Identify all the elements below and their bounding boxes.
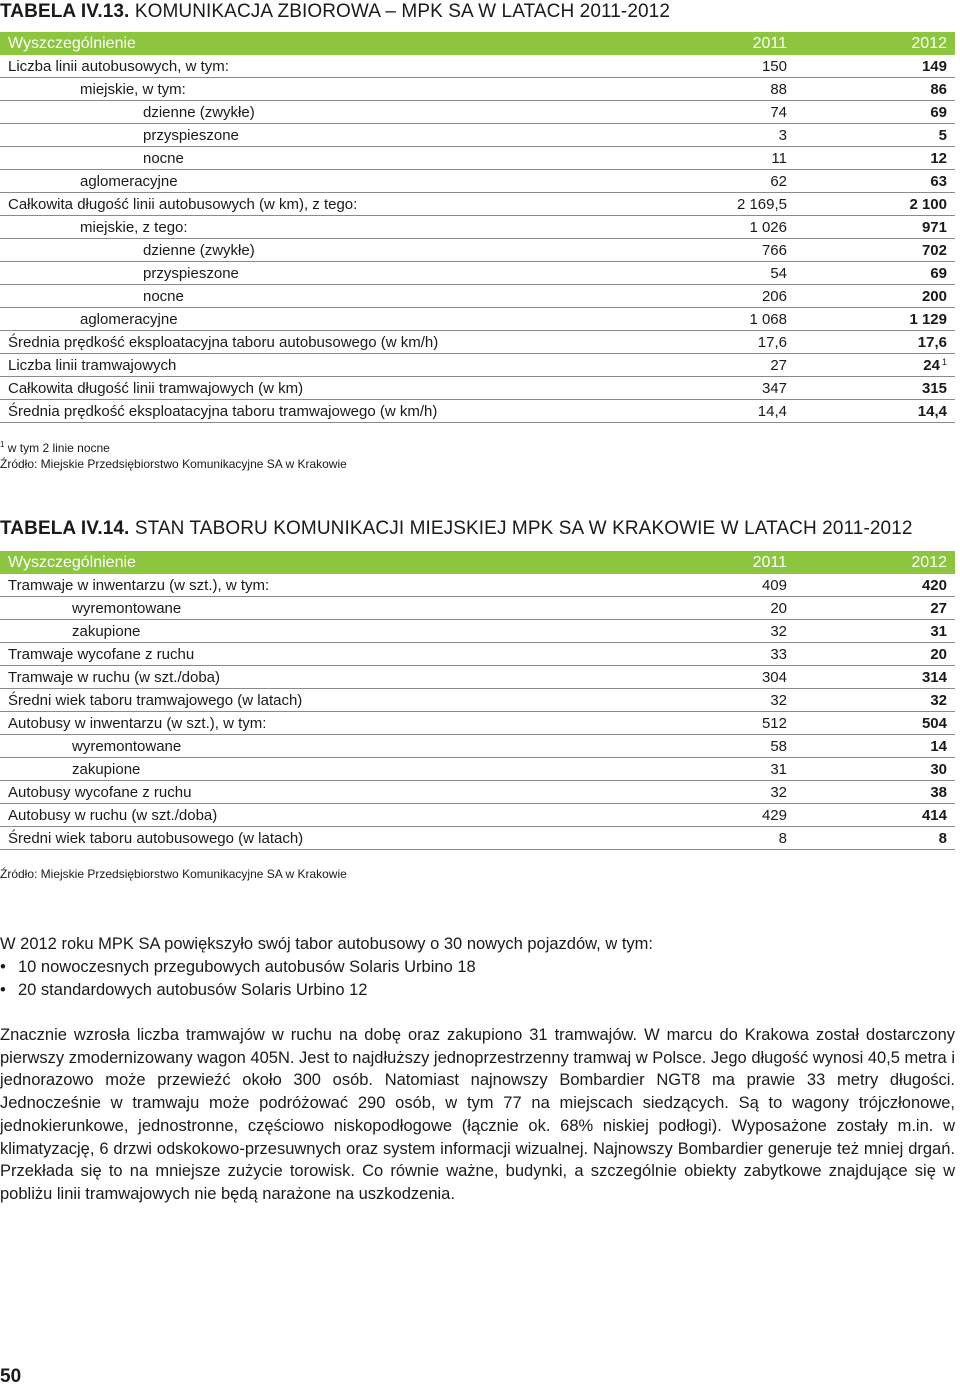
table-row bbox=[0, 262, 955, 285]
value-2012 bbox=[795, 147, 955, 170]
value-2012 bbox=[795, 193, 955, 216]
table-row bbox=[0, 666, 955, 689]
value-2011: 20 bbox=[675, 597, 795, 620]
table-row bbox=[0, 377, 955, 400]
table2-header-row bbox=[0, 551, 955, 574]
value-2011: 32 bbox=[675, 689, 795, 712]
table2-heading: STAN TABORU KOMUNIKACJI MIEJSKIEJ MPK SA W KRAKOWIE W LATACH 2011-2012 bbox=[134, 518, 913, 539]
table-row bbox=[0, 170, 955, 193]
value-2012 bbox=[795, 216, 955, 239]
table-row bbox=[0, 620, 955, 643]
page-number: 50 bbox=[0, 1366, 22, 1387]
row-label: wyremontowane bbox=[0, 597, 675, 620]
value-2011: 1 068 bbox=[675, 308, 795, 331]
value-2011: 17,6 bbox=[675, 331, 795, 354]
table-row bbox=[0, 758, 955, 781]
value-2011: 74 bbox=[675, 101, 795, 124]
value-2012-text: 14 bbox=[930, 737, 947, 755]
table2-number: TABELA IV.14. bbox=[0, 518, 130, 539]
table2-header-2011: 2011 bbox=[675, 551, 795, 574]
row-label: nocne bbox=[0, 285, 675, 308]
table-row bbox=[0, 781, 955, 804]
table-row bbox=[0, 331, 955, 354]
table2-header-label: Wyszczególnienie bbox=[0, 551, 675, 574]
value-2011: 347 bbox=[675, 377, 795, 400]
value-2012-text: 38 bbox=[930, 783, 947, 801]
row-label: Całkowita długość linii tramwajowych (w km) bbox=[0, 377, 675, 400]
table-row bbox=[0, 354, 955, 377]
value-2012 bbox=[795, 331, 955, 354]
row-label: miejskie, z tego: bbox=[0, 216, 675, 239]
value-2012 bbox=[795, 170, 955, 193]
table-row bbox=[0, 643, 955, 666]
table1 bbox=[0, 32, 955, 423]
value-2011: 33 bbox=[675, 643, 795, 666]
list-item bbox=[0, 979, 476, 1002]
row-label: przyspieszone bbox=[0, 262, 675, 285]
row-label: przyspieszone bbox=[0, 124, 675, 147]
value-2012-text: 200 bbox=[921, 287, 947, 305]
value-2011: 1 026 bbox=[675, 216, 795, 239]
value-2012-text: 63 bbox=[930, 172, 947, 190]
footnote-mark: 1 bbox=[0, 440, 5, 449]
value-2012-text: 14,4 bbox=[917, 402, 947, 420]
value-2012 bbox=[795, 666, 955, 689]
table-row bbox=[0, 78, 955, 101]
row-label: aglomeracyjne bbox=[0, 308, 675, 331]
value-2011: 88 bbox=[675, 78, 795, 101]
row-label: miejskie, w tym: bbox=[0, 78, 675, 101]
row-label: zakupione bbox=[0, 758, 675, 781]
value-2012-text: 971 bbox=[921, 218, 947, 236]
table-row bbox=[0, 193, 955, 216]
row-label: aglomeracyjne bbox=[0, 170, 675, 193]
value-2012 bbox=[795, 758, 955, 781]
bullet-icon: • bbox=[0, 958, 6, 976]
table1-header-2012: 2012 bbox=[795, 32, 955, 55]
table1-footnote bbox=[0, 440, 110, 455]
table-row bbox=[0, 216, 955, 239]
value-2011: 150 bbox=[675, 55, 795, 78]
value-2012 bbox=[795, 239, 955, 262]
value-2012-text: 17,6 bbox=[917, 333, 947, 351]
value-2011: 54 bbox=[675, 262, 795, 285]
value-2012-text: 20 bbox=[930, 645, 947, 663]
paragraph-fleet-intro: W 2012 roku MPK SA powiększyło swój tabor autobusowy o 30 nowych pojazdów, w tym: bbox=[0, 935, 653, 953]
value-2012-text: 1 129 bbox=[909, 310, 947, 328]
table1-header-2011: 2011 bbox=[675, 32, 795, 55]
value-2011: 304 bbox=[675, 666, 795, 689]
value-2012 bbox=[795, 712, 955, 735]
table-row bbox=[0, 55, 955, 78]
table1-title bbox=[0, 1, 670, 23]
row-label: Średnia prędkość eksploatacyjna taboru autobusowego (w km/h) bbox=[0, 331, 675, 354]
value-2011: 766 bbox=[675, 239, 795, 262]
table-row bbox=[0, 827, 955, 850]
row-label: Tramwaje wycofane z ruchu bbox=[0, 643, 675, 666]
value-2011: 512 bbox=[675, 712, 795, 735]
value-2012-text: 420 bbox=[921, 576, 947, 594]
value-2011: 27 bbox=[675, 354, 795, 377]
list-item-text: 20 standardowych autobusów Solaris Urbino 12 bbox=[18, 980, 368, 999]
table2-header-2012: 2012 bbox=[795, 551, 955, 574]
table-row bbox=[0, 308, 955, 331]
value-2012-text: 314 bbox=[921, 668, 947, 686]
value-2012-text: 315 bbox=[921, 379, 947, 397]
value-2011: 11 bbox=[675, 147, 795, 170]
row-label: Autobusy w ruchu (w szt./doba) bbox=[0, 804, 675, 827]
value-2012-text: 69 bbox=[930, 103, 947, 121]
value-2012-text: 86 bbox=[930, 80, 947, 98]
row-label: dzienne (zwykłe) bbox=[0, 239, 675, 262]
row-label: Tramwaje w ruchu (w szt./doba) bbox=[0, 666, 675, 689]
table1-number: TABELA IV.13. bbox=[0, 1, 130, 22]
table2 bbox=[0, 551, 955, 850]
value-2012-text: 24 bbox=[923, 356, 940, 374]
value-2012 bbox=[795, 781, 955, 804]
value-2012 bbox=[795, 689, 955, 712]
paragraph-trams: Znacznie wzrosła liczba tramwajów w ruchu na dobę oraz zakupiono 31 tramwajów. W marcu do Krakowa został dostarczony pierwszy zmodernizowany wagon 405N. Jest to najdłuższy jednoprzestrzenny tramwaj w Polsce. Jego długość wynosi 40,5 metra i jednorazowo może przewieźć około 300 osób. Natomiast najnowszy Bombardier NGT8 ma prawie 33 metry długości. Jednocześnie w tramwaju może podróżować 290 osób, w tym 77 na miejscach siedzących. Są to wagony trójczłonowe, jednokierunkowe, jednostronne, częściowo niskopodłogowe (łącznie ok. 68% niskiej podłogi). Wyposażone zostały m.in. w klimatyzację, 6 drzwi odskokowo-przesuwnych oraz system informacji wizualnej. Najnowszy Bombardier generuje też mniej drgań. Przekłada się to na mniejsze zużycie torowisk. Co równie ważne, budynki, a szczególnie obiekty zabytkowe znajdujące się w pobliżu linii tramwajowych nie będą narażone na uszkodzenia. bbox=[0, 1026, 955, 1203]
row-label: Autobusy w inwentarzu (w szt.), w tym: bbox=[0, 712, 675, 735]
table2-title bbox=[0, 518, 913, 540]
row-label: Średnia prędkość eksploatacyjna taboru tramwajowego (w km/h) bbox=[0, 400, 675, 423]
value-2012-text: 30 bbox=[930, 760, 947, 778]
row-label: nocne bbox=[0, 147, 675, 170]
value-2012 bbox=[795, 78, 955, 101]
value-2012 bbox=[795, 377, 955, 400]
table2-body bbox=[0, 574, 955, 850]
table-row bbox=[0, 124, 955, 147]
row-label: Tramwaje w inwentarzu (w szt.), w tym: bbox=[0, 574, 675, 597]
table-row bbox=[0, 689, 955, 712]
table-row bbox=[0, 597, 955, 620]
table1-heading: KOMUNIKACJA ZBIOROWA – MPK SA W LATACH 2011-2012 bbox=[134, 1, 671, 22]
row-label: Średni wiek taboru tramwajowego (w latach) bbox=[0, 689, 675, 712]
value-2012 bbox=[795, 262, 955, 285]
value-2012 bbox=[795, 354, 955, 377]
list-item bbox=[0, 956, 476, 979]
table-row bbox=[0, 147, 955, 170]
footnote-ref: 1 bbox=[941, 356, 947, 367]
value-2011: 429 bbox=[675, 804, 795, 827]
value-2012 bbox=[795, 735, 955, 758]
table-row bbox=[0, 735, 955, 758]
value-2012 bbox=[795, 124, 955, 147]
value-2012 bbox=[795, 574, 955, 597]
row-label: wyremontowane bbox=[0, 735, 675, 758]
value-2011: 409 bbox=[675, 574, 795, 597]
table-row bbox=[0, 712, 955, 735]
value-2012 bbox=[795, 308, 955, 331]
table1-source: Źródło: Miejskie Przedsiębiorstwo Komunikacyjne SA w Krakowie bbox=[0, 457, 347, 471]
value-2012-text: 69 bbox=[930, 264, 947, 282]
value-2012 bbox=[795, 827, 955, 850]
value-2011: 58 bbox=[675, 735, 795, 758]
value-2011: 32 bbox=[675, 620, 795, 643]
value-2011: 14,4 bbox=[675, 400, 795, 423]
value-2012 bbox=[795, 101, 955, 124]
value-2012-text: 149 bbox=[921, 57, 947, 75]
row-label: Autobusy wycofane z ruchu bbox=[0, 781, 675, 804]
row-label: zakupione bbox=[0, 620, 675, 643]
value-2012-text: 27 bbox=[930, 599, 947, 617]
table-row bbox=[0, 574, 955, 597]
value-2011: 32 bbox=[675, 781, 795, 804]
table1-header-label: Wyszczególnienie bbox=[0, 32, 675, 55]
value-2012-text: 702 bbox=[921, 241, 947, 259]
value-2012-text: 12 bbox=[930, 149, 947, 167]
list-item-text: 10 nowoczesnych przegubowych autobusów Solaris Urbino 18 bbox=[18, 958, 476, 976]
value-2011: 206 bbox=[675, 285, 795, 308]
bullet-icon: • bbox=[0, 980, 6, 999]
value-2012 bbox=[795, 597, 955, 620]
row-label: Całkowita długość linii autobusowych (w km), z tego: bbox=[0, 193, 675, 216]
value-2012 bbox=[795, 400, 955, 423]
value-2012 bbox=[795, 804, 955, 827]
value-2011: 62 bbox=[675, 170, 795, 193]
value-2011: 3 bbox=[675, 124, 795, 147]
row-label: Liczba linii tramwajowych bbox=[0, 354, 675, 377]
table2-source: Źródło: Miejskie Przedsiębiorstwo Komunikacyjne SA w Krakowie bbox=[0, 867, 347, 881]
value-2011: 8 bbox=[675, 827, 795, 850]
table-row bbox=[0, 804, 955, 827]
value-2012 bbox=[795, 285, 955, 308]
footnote-text: w tym 2 linie nocne bbox=[7, 441, 110, 455]
table-row bbox=[0, 239, 955, 262]
value-2012-text: 32 bbox=[930, 691, 947, 709]
value-2012 bbox=[795, 55, 955, 78]
value-2012-text: 2 100 bbox=[909, 195, 947, 213]
value-2012 bbox=[795, 620, 955, 643]
value-2012-text: 414 bbox=[921, 806, 947, 824]
table-row bbox=[0, 400, 955, 423]
value-2012-text: 31 bbox=[930, 622, 947, 640]
table1-header-row bbox=[0, 32, 955, 55]
row-label: Średni wiek taboru autobusowego (w latach) bbox=[0, 827, 675, 850]
row-label: Liczba linii autobusowych, w tym: bbox=[0, 55, 675, 78]
value-2012-text: 504 bbox=[921, 714, 947, 732]
value-2011: 2 169,5 bbox=[675, 193, 795, 216]
table-row bbox=[0, 101, 955, 124]
fleet-bullet-list bbox=[0, 956, 476, 1001]
value-2012-text: 8 bbox=[938, 829, 947, 847]
table1-body bbox=[0, 55, 955, 423]
value-2012-text: 5 bbox=[938, 126, 947, 144]
value-2011: 31 bbox=[675, 758, 795, 781]
value-2012 bbox=[795, 643, 955, 666]
row-label: dzienne (zwykłe) bbox=[0, 101, 675, 124]
table-row bbox=[0, 285, 955, 308]
